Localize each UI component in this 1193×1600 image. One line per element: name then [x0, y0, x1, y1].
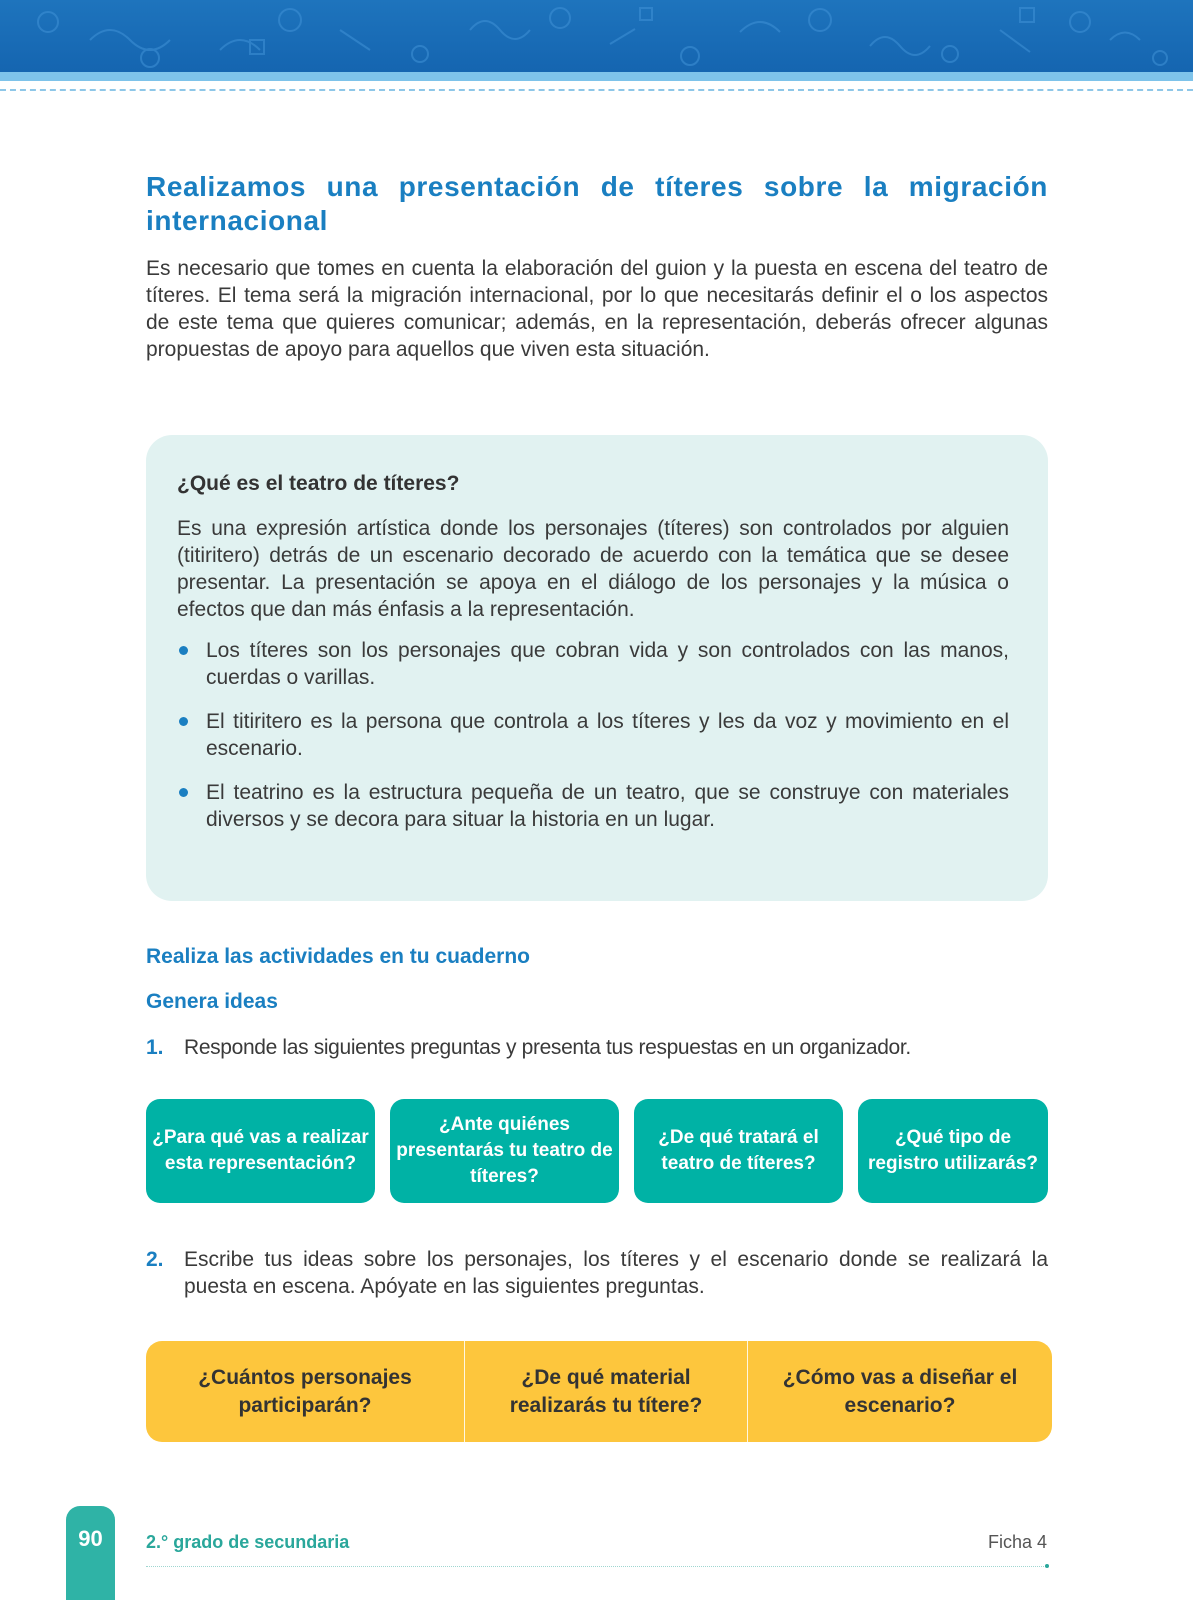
- bullet-icon: [179, 788, 188, 797]
- footer-dot-icon: [1045, 1564, 1049, 1568]
- step-2: [146, 1246, 1048, 1302]
- cell-divider: [464, 1341, 465, 1442]
- step-1: [146, 1034, 1048, 1064]
- footer-ficha: Ficha 4: [987, 1532, 1047, 1552]
- step-number: 2.: [146, 1248, 164, 1271]
- info-bullet-list: [177, 637, 1009, 833]
- cell-divider: [747, 1341, 748, 1442]
- bullet-icon: [179, 717, 188, 726]
- page-title: Realizamos una presentación de títeres sobre la migración internacional: [146, 171, 1048, 236]
- footer-grade: 2.° grado de secundaria: [146, 1532, 350, 1552]
- page-number: 90: [78, 1526, 103, 1551]
- intro-paragraph: Es necesario que tomes en cuenta la elaboración del guion y la puesta en escena del teatro de títeres. El tema será la migración internacional, por lo que necesitarás definir el o los aspectos de este tema que quieres comunicar; además, en la representación, deberás ofrecer algunas propuestas de apoyo para aquellos que viven esta situación.: [146, 257, 1048, 361]
- info-box: [146, 435, 1048, 901]
- info-box-title: ¿Qué es el teatro de títeres?: [177, 472, 460, 495]
- bullet-text: El titiritero es la persona que controla a los títeres y les da voz y movimiento en el escenario.: [206, 710, 1009, 760]
- step-text: Responde las siguientes preguntas y presenta tus respuestas en un organizador.: [184, 1036, 911, 1059]
- step-text: Escribe tus ideas sobre los personajes, los títeres y el escenario donde se realizará la puesta en escena. Apóyate en las siguientes preguntas.: [184, 1248, 1048, 1298]
- activities-heading: Realiza las actividades en tu cuaderno: [146, 945, 530, 968]
- question-box-purpose: ¿Para qué vas a realizar esta representación?: [146, 1099, 375, 1203]
- bullet-icon: [179, 646, 188, 655]
- info-box-text: Es una expresión artística donde los personajes (títeres) son controlados por alguien (titiritero) detrás de un escenario decorado de acuerdo con la temática que se desee presentar. La presentación se apoya en el diálogo de los personajes y la música o efectos que dan más énfasis a la representación.: [177, 517, 1009, 621]
- footer-divider: [146, 1566, 1048, 1567]
- question-cell-characters: ¿Cuántos personajes participarán?: [198, 1365, 412, 1417]
- question-row-yellow: [146, 1341, 1052, 1442]
- list-item: [177, 708, 1009, 762]
- question-box-audience: ¿Ante quiénes presentarás tu teatro de títeres?: [390, 1099, 619, 1203]
- list-item: [177, 779, 1009, 833]
- question-cell-stage: ¿Cómo vas a diseñar el escenario?: [782, 1365, 1018, 1417]
- step-number: 1.: [146, 1036, 164, 1059]
- info-box-content: [177, 471, 1009, 850]
- bullet-text: El teatrino es la estructura pequeña de un teatro, que se construye con materiales diversos y se decora para situar la historia en un lugar.: [206, 781, 1009, 831]
- bullet-text: Los títeres son los personajes que cobran vida y son controlados con las manos, cuerdas o varillas.: [206, 639, 1009, 689]
- header-strip: [0, 72, 1193, 81]
- question-box-record: ¿Qué tipo de registro utilizarás?: [858, 1099, 1048, 1203]
- question-cell-material: ¿De qué material realizarás tu títere?: [509, 1365, 703, 1417]
- header-divider: [0, 89, 1193, 91]
- doodle-pattern-icon: [0, 0, 1193, 72]
- question-box-topic: ¿De qué tratará el teatro de títeres?: [634, 1099, 843, 1203]
- header-banner: [0, 0, 1193, 72]
- ideas-heading: Genera ideas: [146, 990, 278, 1013]
- list-item: [177, 637, 1009, 691]
- page-number-tab: [66, 1506, 115, 1600]
